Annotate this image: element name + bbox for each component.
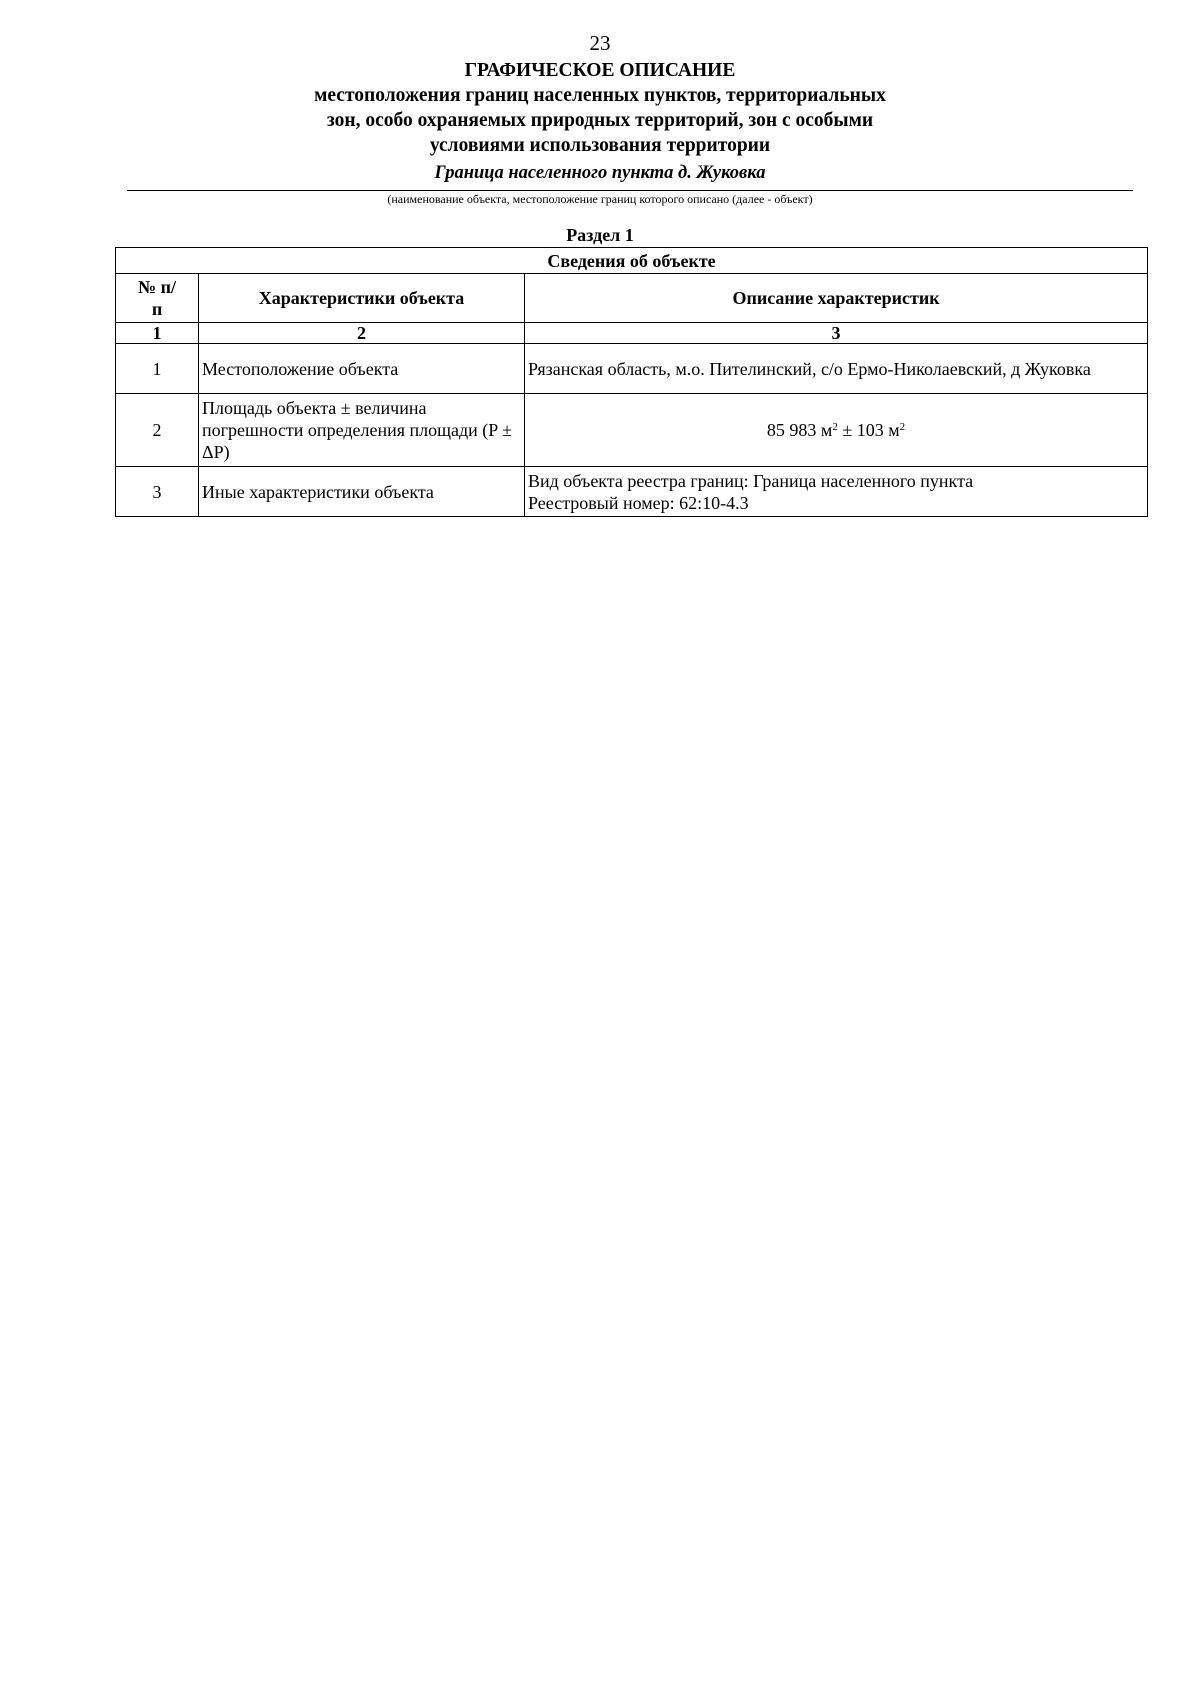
document-heading xyxy=(240,58,960,158)
description-line: Вид объекта реестра границ: Граница населенного пункта xyxy=(528,470,974,491)
column-header-characteristic: Характеристики объекта xyxy=(199,274,525,323)
table-header-row xyxy=(116,274,1148,323)
object-info-table xyxy=(115,247,1148,517)
object-name-caption: (наименование объекта, местоположение границ которого описано (далее - объект) xyxy=(387,192,813,206)
section-title: Раздел 1 xyxy=(566,225,634,245)
table-row xyxy=(116,344,1148,394)
column-number-row xyxy=(116,323,1148,344)
row-characteristic: Иные характеристики объекта xyxy=(199,467,525,517)
column-header-description: Описание характеристик xyxy=(525,274,1148,323)
page-number: 23 xyxy=(589,31,611,55)
object-name: Граница населенного пункта д. Жуковка xyxy=(434,163,766,183)
table-caption: Сведения об объекте xyxy=(116,248,1148,274)
area-unit-exponent: 2 xyxy=(832,421,838,433)
table-caption-row xyxy=(116,248,1148,274)
row-description xyxy=(525,394,1148,467)
description-line: Реестровый номер: 62:10-4.3 xyxy=(528,492,749,513)
row-number: 1 xyxy=(116,344,199,394)
document-subtitle-line: условиями использования территории xyxy=(429,135,771,156)
table-row xyxy=(116,394,1148,467)
column-number: 2 xyxy=(199,323,525,344)
area-value: 85 983 м xyxy=(766,420,833,440)
column-number: 1 xyxy=(116,323,199,344)
tolerance-unit-exponent: 2 xyxy=(899,421,906,433)
column-number: 3 xyxy=(525,323,1148,344)
document-subtitle-line: местоположения границ населенных пунктов, территориальных xyxy=(314,85,886,106)
area-tolerance: ± 103 м xyxy=(837,420,900,440)
table-row xyxy=(116,467,1148,517)
row-characteristic: Местоположение объекта xyxy=(199,344,525,394)
document-title: ГРАФИЧЕСКОЕ ОПИСАНИЕ xyxy=(464,60,736,81)
document-subtitle-line: зон, особо охраняемых природных территорий, зон с особыми xyxy=(326,110,874,131)
row-number: 3 xyxy=(116,467,199,517)
row-description xyxy=(525,467,1148,517)
column-header-number-label: № п/п xyxy=(138,277,176,319)
row-number: 2 xyxy=(116,394,199,467)
row-description: Рязанская область, м.о. Пителинский, с/о Ермо-Николаевский, д Жуковка xyxy=(525,344,1148,394)
column-header-number xyxy=(116,274,199,323)
row-characteristic: Площадь объекта ± величина погрешности определения площади (P ± ΔP) xyxy=(199,394,525,467)
object-name-underline xyxy=(127,190,1133,191)
